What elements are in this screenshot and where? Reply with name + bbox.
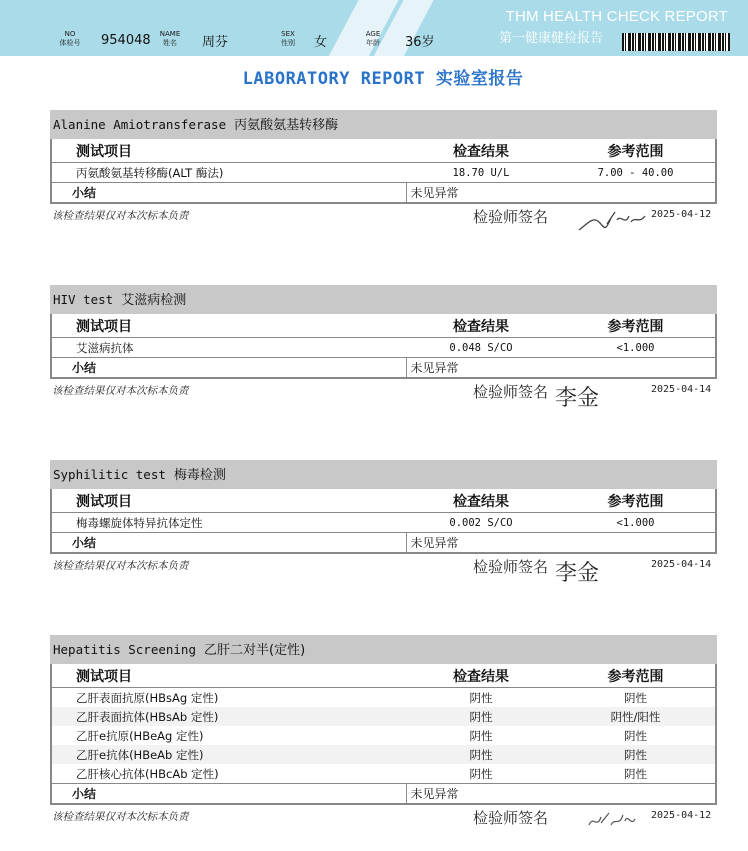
col-item-header: 测试项目 (51, 139, 406, 163)
report-header (0, 0, 748, 56)
brand-title-en: THM HEALTH CHECK REPORT (505, 8, 728, 25)
section-footer (50, 805, 717, 835)
table-row: 乙肝核心抗体(HBcAb 定性) 阴性 阴性 (76, 766, 647, 781)
summary-row: 小结 未见异常 (51, 183, 716, 204)
report-title: LABORATORY REPORT 实验室报告 (242, 69, 524, 89)
section-alt (50, 110, 717, 234)
col-result-header: 检查结果 (406, 664, 556, 688)
signer-label: 检验师签名 (473, 558, 549, 576)
col-item-header: 测试项目 (51, 314, 406, 338)
table-row: 乙肝e抗体(HBeAb 定性) 阴性 阴性 (51, 745, 716, 764)
result-table (50, 489, 717, 554)
brand-title-cn: 第一健康健检报告 (499, 31, 604, 46)
disclaimer: 该检查结果仅对本次标本负责 (52, 385, 189, 397)
patient-name: 周芬 (202, 35, 229, 50)
signer-name: 李金 (555, 561, 600, 586)
name-label: NAME 姓名 (159, 30, 181, 47)
disclaimer: 该检查结果仅对本次标本负责 (52, 560, 189, 572)
patient-sex: 女 (314, 35, 328, 50)
table-row: 艾滋病抗体 0.048 S/CO <1.000 (76, 340, 655, 355)
disclaimer: 该检查结果仅对本次标本负责 (52, 210, 189, 222)
col-range-header: 参考范围 (556, 139, 716, 163)
report-date: 2025-04-12 (651, 209, 712, 220)
handwritten-signature (575, 204, 650, 238)
section-footer (50, 379, 717, 409)
section-title: HIV test 艾滋病检测 (50, 285, 717, 314)
no-label: NO 体检号 (59, 30, 81, 47)
col-result-header: 检查结果 (406, 489, 556, 513)
section-title: Hepatitis Screening 乙肝二对半(定性) (50, 635, 717, 664)
section-hiv (50, 285, 717, 409)
table-row: 丙氨酸氨基转移酶(ALT 酶法) 18.70 U/L 7.00 - 40.00 (76, 165, 674, 180)
report-date: 2025-04-12 (651, 810, 712, 821)
col-result-header: 检查结果 (406, 314, 556, 338)
result-table (50, 314, 717, 379)
section-syphilis (50, 460, 717, 584)
signer-label: 检验师签名 (473, 383, 549, 401)
barcode (622, 33, 730, 51)
summary-row: 小结 未见异常 (51, 358, 716, 379)
summary-row: 小结 未见异常 (51, 533, 716, 554)
disclaimer: 该检查结果仅对本次标本负责 (52, 811, 189, 823)
signer-label: 检验师签名 (473, 809, 549, 827)
col-item-header: 测试项目 (51, 664, 406, 688)
summary-row: 小结 未见异常 (51, 784, 716, 805)
col-range-header: 参考范围 (556, 489, 716, 513)
section-footer (50, 204, 717, 234)
report-date: 2025-04-14 (651, 384, 712, 395)
report-date: 2025-04-14 (651, 559, 712, 570)
patient-age: 36岁 (405, 35, 435, 50)
section-title: Syphilitic test 梅毒检测 (50, 460, 717, 489)
table-row: 乙肝e抗原(HBeAg 定性) 阴性 阴性 (76, 728, 647, 743)
signer-label: 检验师签名 (473, 208, 549, 226)
result-table (50, 664, 717, 805)
exam-number: 954048 (101, 33, 151, 48)
signer-name: 李金 (555, 386, 600, 411)
col-range-header: 参考范围 (556, 664, 716, 688)
col-item-header: 测试项目 (51, 489, 406, 513)
col-result-header: 检查结果 (406, 139, 556, 163)
section-hepatitis (50, 635, 717, 835)
section-footer (50, 554, 717, 584)
handwritten-signature (575, 805, 645, 835)
age-label: AGE 年龄 (365, 30, 381, 47)
col-range-header: 参考范围 (556, 314, 716, 338)
result-table (50, 139, 717, 204)
table-row: 乙肝表面抗体(HBsAb 定性) 阴性 阴性/阳性 (51, 707, 716, 726)
section-title: Alanine Amiotransferase 丙氨酸氨基转移酶 (50, 110, 717, 139)
table-row: 乙肝表面抗原(HBsAg 定性) 阴性 阴性 (76, 690, 647, 705)
sex-label: SEX 性别 (281, 30, 295, 47)
table-row: 梅毒螺旋体特异抗体定性 0.002 S/CO <1.000 (76, 515, 655, 530)
